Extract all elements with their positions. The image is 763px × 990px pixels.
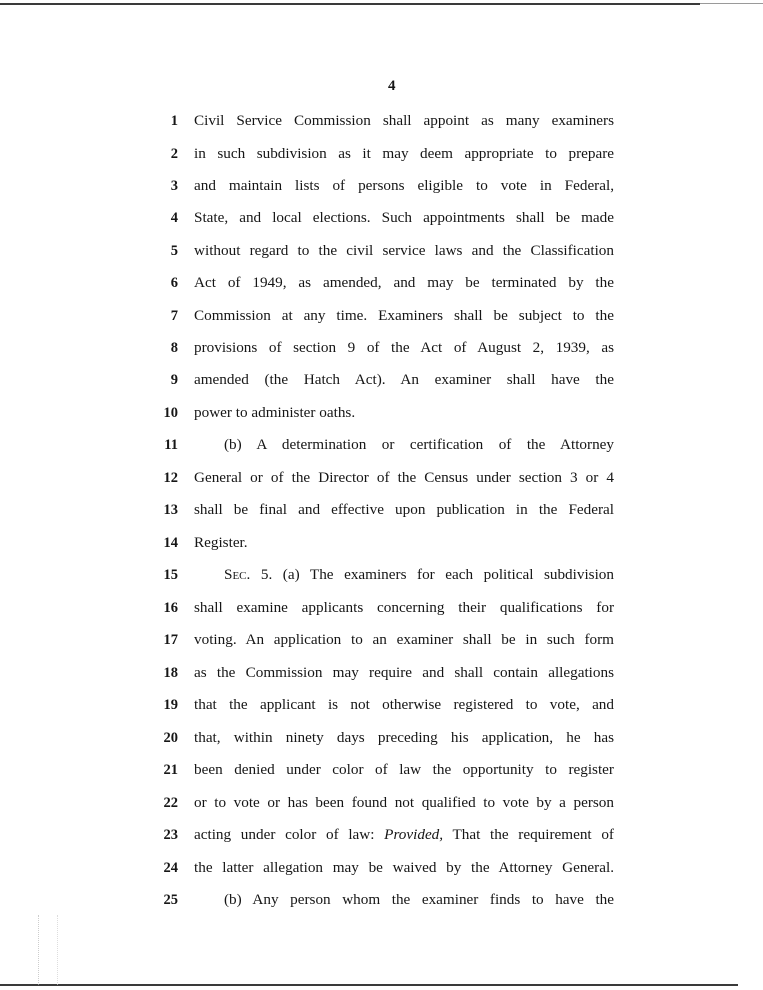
line-number: 12: [163, 470, 178, 486]
text-line: [0, 206, 763, 230]
line-text: Act of 1949, as amended, and may be terminated by the: [194, 274, 614, 291]
line-text: been denied under color of law the opportunity to register: [194, 761, 614, 778]
text-line: [0, 304, 763, 328]
line-number: 1: [170, 113, 178, 129]
line-number: 17: [163, 632, 178, 648]
line-text: provisions of section 9 of the Act of August 2, 1939, as: [194, 339, 614, 356]
proviso-tail: That the requirement of: [443, 826, 614, 843]
line-number: 3: [170, 178, 178, 194]
section-number: 5. (a): [250, 566, 310, 583]
line-number: 2: [170, 146, 178, 162]
text-line: [0, 726, 763, 750]
line-number: 6: [170, 275, 178, 291]
bottom-page-border: [0, 984, 738, 986]
line-number: 13: [163, 502, 178, 518]
scan-artifact: [38, 915, 58, 985]
line-number: 18: [163, 665, 178, 681]
text-line: [0, 628, 763, 652]
text-line: [0, 336, 763, 360]
line-text: [194, 823, 614, 847]
line-text: (b) Any person whom the examiner finds to have the: [224, 891, 614, 908]
text-line: [0, 498, 763, 522]
text-line: [0, 563, 763, 587]
line-number: 7: [170, 308, 178, 324]
line-text: power to administer oaths.: [194, 404, 356, 421]
line-number: 4: [170, 210, 178, 226]
line-number: 25: [163, 892, 178, 908]
line-text: Civil Service Commission shall appoint as many examiners: [194, 112, 614, 129]
line-text: Register.: [194, 534, 248, 551]
section-text: The examiners for each political subdivision: [309, 566, 614, 583]
text-line: [0, 142, 763, 166]
proviso-lead: acting under color of law:: [194, 826, 385, 843]
line-text: [224, 563, 614, 587]
text-line: [0, 401, 763, 425]
text-line: [0, 791, 763, 815]
text-line: [0, 239, 763, 263]
line-number: 10: [163, 405, 178, 421]
line-number: 16: [163, 600, 178, 616]
proviso-italic: Provided,: [384, 826, 444, 843]
line-number: 24: [163, 860, 178, 876]
text-line: [0, 823, 763, 847]
line-text: (b) A determination or certification of the Attorney: [224, 436, 614, 453]
line-text: or to vote or has been found not qualified to vote by a person: [194, 794, 614, 811]
text-line: [0, 661, 763, 685]
line-number: 19: [163, 697, 178, 713]
line-number: 23: [163, 827, 178, 843]
text-line: [0, 531, 763, 555]
line-text: State, and local elections. Such appointments shall be made: [194, 209, 614, 226]
line-number: 15: [163, 567, 178, 583]
top-page-border-fade: [700, 3, 763, 4]
line-number: 11: [164, 437, 178, 453]
line-number: 20: [163, 730, 178, 746]
line-text: General or of the Director of the Census under section 3 or 4: [194, 469, 614, 486]
text-line: [0, 466, 763, 490]
text-line: [0, 693, 763, 717]
line-text: shall examine applicants concerning their qualifications for: [194, 599, 614, 616]
line-number: 21: [163, 762, 178, 778]
line-text: and maintain lists of persons eligible to vote in Federal,: [194, 177, 614, 194]
line-number: 8: [170, 340, 178, 356]
line-text: without regard to the civil service laws and the Classification: [194, 242, 614, 259]
top-page-border: [0, 3, 700, 5]
line-number: 14: [163, 535, 178, 551]
text-line: [0, 888, 763, 912]
text-line: [0, 856, 763, 880]
line-number: 9: [170, 372, 178, 388]
text-line: [0, 758, 763, 782]
line-text: amended (the Hatch Act). An examiner shall have the: [194, 371, 614, 388]
page-number: 4: [388, 78, 396, 94]
text-line: [0, 433, 763, 457]
line-text: that, within ninety days preceding his application, he has: [194, 729, 614, 746]
line-text: Commission at any time. Examiners shall be subject to the: [194, 307, 614, 324]
text-line: [0, 174, 763, 198]
text-line: [0, 271, 763, 295]
text-line: [0, 368, 763, 392]
line-text: shall be final and effective upon publication in the Federal: [194, 501, 614, 518]
section-label: Sec.: [224, 566, 251, 583]
line-text: the latter allegation may be waived by the Attorney General.: [194, 859, 614, 876]
line-text: as the Commission may require and shall contain allegations: [194, 664, 614, 681]
text-line: [0, 596, 763, 620]
line-text: that the applicant is not otherwise registered to vote, and: [194, 696, 614, 713]
text-line: [0, 109, 763, 133]
line-text: voting. An application to an examiner shall be in such form: [194, 631, 614, 648]
line-number: 5: [170, 243, 178, 259]
line-number: 22: [163, 795, 178, 811]
line-text: in such subdivision as it may deem appropriate to prepare: [194, 145, 614, 162]
